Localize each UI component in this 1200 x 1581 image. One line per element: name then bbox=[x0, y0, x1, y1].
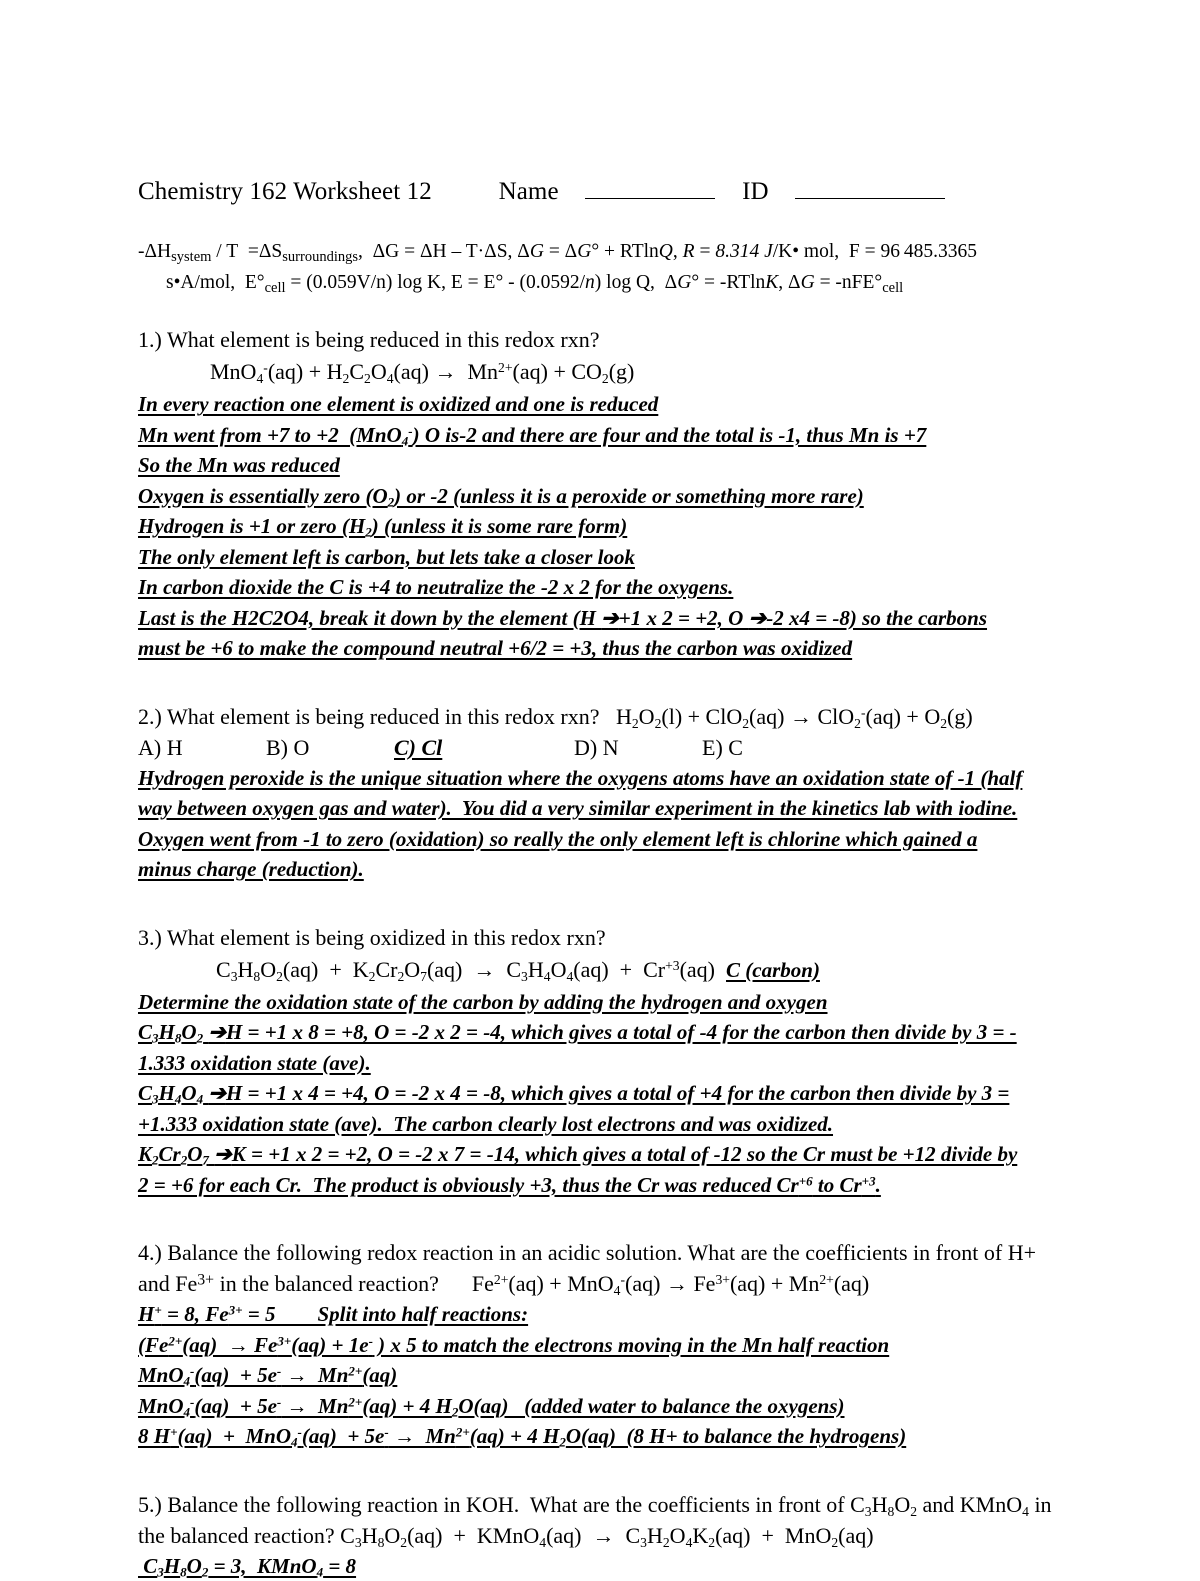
question-5-equation: $C_3H_8O_2(aq)$ + KMnO$_4$(aq) → $C_3H_2O_4K_2(aq) + MnO_2(aq)$ bbox=[340, 1523, 873, 1548]
question-3-answers bbox=[138, 987, 1080, 1201]
question-1-equation: $MnO_4^-(aq) + H_2C_2O_4(aq) \to Mn^{2+}(aq) + CO_2(g)$ bbox=[138, 355, 1080, 389]
question-5-answers bbox=[138, 1551, 1080, 1581]
question-2-text: What element is being reduced in this redox rxn? bbox=[167, 704, 600, 729]
answer-line: Hydrogen is +1 or zero $(H_2)$ (unless it is some rare form) bbox=[138, 511, 1080, 542]
question-5-prompt-line-2: the balanced reaction? $C_3H_8O_2(aq)$ + KMnO$_4$(aq) → $C_3H_2O_4K_2(aq) + MnO_2(aq)$ bbox=[138, 1520, 1080, 1551]
answer-line: Last is the H2C2O4, break it down by the element (H ➔+1 x 2 = +2, O ➔-2 x4 = -8) so the carbons bbox=[138, 603, 1080, 634]
answer-line: must be +6 to make the compound neutral +6/2 = +3, thus the carbon was oxidized bbox=[138, 633, 1080, 664]
name-label: Name bbox=[499, 178, 559, 205]
page-title: Chemistry 162 Worksheet 12 bbox=[138, 178, 432, 205]
answer-line: In every reaction one element is oxidized and one is reduced bbox=[138, 389, 1080, 420]
choice-d[interactable]: D) N bbox=[574, 732, 702, 763]
question-1-prompt bbox=[138, 324, 1080, 355]
question-2-answers bbox=[138, 763, 1080, 885]
question-4-prompt-line-1 bbox=[138, 1237, 1080, 1268]
answer-line: $MnO_4^-(aq) + 5e^- \to Mn^{2+}(aq) + 4$ $H_2O(aq)$ (added water to balance the oxygens) bbox=[138, 1391, 1080, 1422]
question-4-number: 4.) bbox=[138, 1240, 162, 1265]
question-1-number: 1.) bbox=[138, 327, 162, 352]
question-3-block bbox=[138, 922, 1080, 1201]
question-4-prompt-line-2: and $Fe^{3+}$ in the balanced reaction? $Fe^{2+}(aq) + MnO_4^-(aq) \to Fe^{3+}(aq) + Mn^{2+}(aq)$ bbox=[138, 1268, 1080, 1299]
answer-line: Oxygen went from -1 to zero (oxidation) so really the only element left is chlorine which gained a bbox=[138, 824, 1080, 855]
question-2-prompt bbox=[138, 701, 1080, 732]
question-2-choices bbox=[138, 732, 1080, 763]
answer-line: Mn went from +7 to +2 (MnO$_4$-) O is-2 and there are four and the total is -1, thus Mn is +7 bbox=[138, 420, 1080, 451]
question-3-number: 3.) bbox=[138, 925, 162, 950]
id-blank-field[interactable] bbox=[795, 181, 945, 199]
answer-line: 2 = +6 for each Cr. The product is obviously +3, thus the Cr was reduced $Cr^{+6}$ to $Cr^{+3}$. bbox=[138, 1170, 1080, 1201]
name-blank-field[interactable] bbox=[585, 181, 715, 199]
question-1-answers bbox=[138, 389, 1080, 664]
answer-line: $K_2Cr_2O_7$ ➔K = +1 x 2 = +2, O = -2 x 7 = -14, which gives a total of -12 so the Cr must be +12 divide by bbox=[138, 1139, 1080, 1170]
answer-line: +1.333 oxidation state (ave). The carbon clearly lost electrons and was oxidized. bbox=[138, 1109, 1080, 1140]
question-4-answers bbox=[138, 1299, 1080, 1452]
answer-line: $MnO_4^-(aq) + 5e^- \to Mn^{2+}(aq)$ bbox=[138, 1360, 1080, 1391]
question-5-prompt-line-1: 5.) Balance the following reaction in KOH. What are the coefficients in front of $C_3H_8O_2$ and KMnO$_4$ in bbox=[138, 1489, 1080, 1520]
question-5-block bbox=[138, 1489, 1080, 1581]
question-2-number: 2.) bbox=[138, 704, 162, 729]
choice-a[interactable]: A) H bbox=[138, 732, 266, 763]
answer-line: way between oxygen gas and water). You did a very similar experiment in the kinetics lab with iodine. bbox=[138, 793, 1080, 824]
answer-line: $C_3H_8O_2 = 3$, KMnO$_4$ = 8 bbox=[138, 1551, 1080, 1581]
question-3-equation: $C_3H_8O_2(aq) + K_2Cr_2O_7(aq) \to C_3H_4O_4(aq) + Cr^{+3}(aq)$ C (carbon) bbox=[138, 953, 1080, 987]
question-4-block bbox=[138, 1237, 1080, 1452]
answer-line: $C_3H_4O_4$ ➔H = +1 x 4 = +4, O = -2 x 4 = -8, which gives a total of +4 for the carbon then divide by 3 = bbox=[138, 1078, 1080, 1109]
answer-line: So the Mn was reduced bbox=[138, 450, 1080, 481]
choice-e[interactable]: E) C bbox=[702, 732, 830, 763]
choice-b[interactable]: B) O bbox=[266, 732, 394, 763]
answer-line: In carbon dioxide the C is +4 to neutralize the -2 x 2 for the oxygens. bbox=[138, 572, 1080, 603]
formula-reference-band bbox=[138, 236, 1080, 298]
answer-line: $C_3H_8O_2$ ➔H = +1 x 8 = +8, O = -2 x 2 = -4, which gives a total of -4 for the carbon then divide by 3 = - bbox=[138, 1017, 1080, 1048]
page-header bbox=[138, 178, 1080, 206]
question-4-text-1: Balance the following redox reaction in an acidic solution. What are the coefficients in front of H+ bbox=[167, 1240, 1036, 1265]
answer-line: H+ = 8, $Fe^{3+} = 5$ Split into half reactions: bbox=[138, 1299, 1080, 1330]
id-label: ID bbox=[742, 178, 769, 205]
question-1-block bbox=[138, 324, 1080, 664]
formula-line-2: s•A/mol, $E^\circ_{cell} = (0.059V/n)$ log K, E = E° - (0.0592/n) log Q, ΔG° = -RTlnK, $\Delta G = -nFE^\circ_{cell}$ bbox=[138, 267, 1080, 298]
answer-line: 8 $H^+(aq) + MnO_4^-(aq) + 5e^- \to Mn^{2+}(aq) + 4$ $H_2O(aq)$ (8 H+ to balance the hydrogens) bbox=[138, 1421, 1080, 1452]
formula-line-1: $-\Delta H_{system} / T =\Delta S_{surroundings}$, ΔG = ΔH – T·ΔS, ΔG = ΔG° + RTlnQ, R = 8.314 J/K• mol, F = 96 485.3365 bbox=[138, 236, 1080, 267]
question-3-text: What element is being oxidized in this redox rxn? bbox=[167, 925, 606, 950]
question-1-text: What element is being reduced in this redox rxn? bbox=[167, 327, 600, 352]
question-5-number: 5.) bbox=[138, 1492, 162, 1517]
answer-line: ($Fe^{2+}(aq) \to Fe^{3+}(aq) + 1e^-$ ) x 5 to match the electrons moving in the Mn half reaction bbox=[138, 1330, 1080, 1361]
answer-line: Oxygen is essentially zero $(O_2)$ or -2 (unless it is a peroxide or something more rare) bbox=[138, 481, 1080, 512]
question-4-equation: $Fe^{2+}(aq) + MnO_4^-(aq) \to Fe^{3+}(aq) + Mn^{2+}(aq)$ bbox=[472, 1271, 869, 1296]
question-3-answer-inline: C (carbon) bbox=[726, 958, 820, 982]
answer-line: minus charge (reduction). bbox=[138, 854, 1080, 885]
answer-line: Hydrogen peroxide is the unique situation where the oxygens atoms have an oxidation state of -1 (half bbox=[138, 763, 1080, 794]
choice-c-selected[interactable]: C) Cl bbox=[394, 732, 574, 763]
answer-line: The only element left is carbon, but lets take a closer look bbox=[138, 542, 1080, 573]
question-2-equation: $H_2O_2(l) + ClO_2(aq) \to ClO_2^-(aq) + O_2(g)$ bbox=[616, 704, 973, 729]
answer-line: Determine the oxidation state of the carbon by adding the hydrogen and oxygen bbox=[138, 987, 1080, 1018]
question-3-prompt bbox=[138, 922, 1080, 953]
question-2-block bbox=[138, 701, 1080, 885]
answer-line: 1.333 oxidation state (ave). bbox=[138, 1048, 1080, 1079]
